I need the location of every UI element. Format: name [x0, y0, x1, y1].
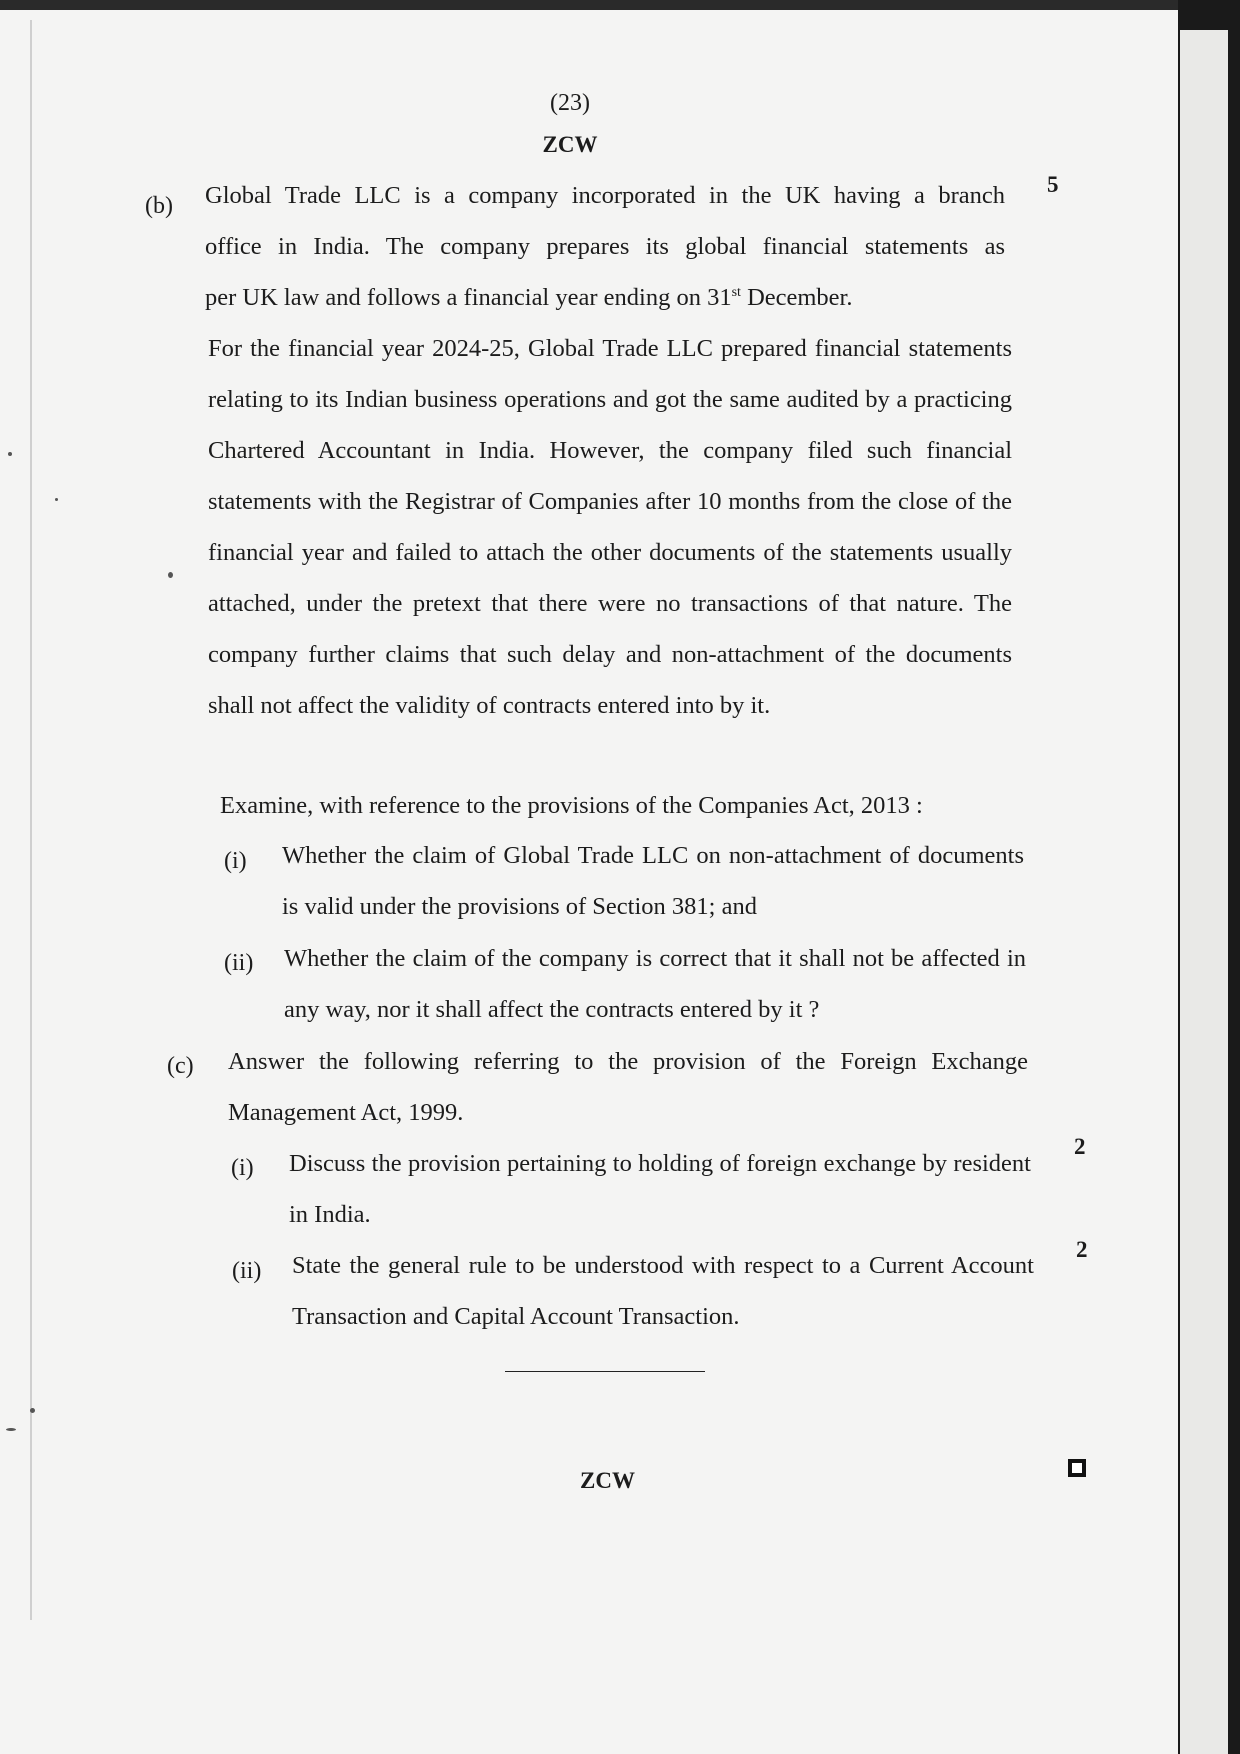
- question-c-sub-ii-marks: 2: [1076, 1237, 1088, 1262]
- question-c-sub-i-text: Discuss the provision pertaining to holding of foreign exchange by resident in India.: [289, 1150, 1031, 1228]
- question-b-examine: Examine, with reference to the provisions of the Companies Act, 2013 :: [220, 792, 923, 819]
- scan-speck: [168, 572, 173, 578]
- question-b-sub-i-text: Whether the claim of Global Trade LLC on non-attachment of documents is valid under the provisions of Section 381; and: [282, 842, 1024, 920]
- question-c-intro: Answer the following referring to the provision of the Foreign Exchange Management Act, 1999.: [228, 1048, 1028, 1126]
- paper-code-header: ZCW: [542, 132, 598, 157]
- question-b-intro-line-1: Global Trade LLC is a company incorporated in the UK having a branch: [205, 182, 1005, 209]
- scan-speck: [6, 1428, 16, 1431]
- question-b-intro: [205, 170, 1005, 323]
- question-b-label: (b): [145, 193, 173, 219]
- question-b-marks: 5: [1047, 172, 1059, 197]
- scan-speck: [30, 1408, 35, 1413]
- question-b-intro-line-2: office in India. The company prepares its global financial statements as: [205, 233, 1005, 260]
- question-b-sub-ii-label: (ii): [224, 950, 254, 976]
- end-of-questions-rule: [505, 1371, 705, 1372]
- scan-speck: [8, 452, 12, 456]
- question-b-facts: For the financial year 2024-25, Global Trade LLC prepared financial statements relating to its Indian business operations and got the same audited by a practicing Chartered Accountant in India. However, the company filed such financial statements with the Registrar of Companies after 10 months from the close of the financial year and failed to attach the other documents of the statements usually attached, under the pretext that there were no transactions of that nature. The company further claims that such delay and non-attachment of the documents shall not affect the validity of contracts entered into by it.: [208, 335, 1012, 719]
- small-square-icon: [1068, 1459, 1086, 1477]
- question-c-sub-ii-label: (ii): [232, 1258, 262, 1284]
- question-c-sub-i-marks: 2: [1074, 1134, 1086, 1159]
- scan-speck: [55, 498, 58, 501]
- page-number: (23): [550, 90, 590, 116]
- question-c-label: (c): [167, 1053, 194, 1079]
- question-b-sub-ii-text: Whether the claim of the company is correct that it shall not be affected in any way, nor it shall affect the contracts entered by it ?: [284, 945, 1026, 1023]
- question-b-intro-post: December.: [740, 284, 853, 311]
- adjacent-page-strip: [1180, 30, 1228, 1754]
- question-b-intro-line-3: per UK law and follows a financial year ending on 31: [205, 284, 732, 311]
- paper-code-footer: ZCW: [580, 1468, 635, 1493]
- question-c-sub-ii-text: State the general rule to be understood with respect to a Current Account Transaction and Capital Account Transaction.: [292, 1252, 1034, 1330]
- question-b-sub-i-label: (i): [224, 848, 247, 874]
- question-c-sub-i-label: (i): [231, 1155, 254, 1181]
- question-b-intro-superscript: st: [731, 284, 741, 300]
